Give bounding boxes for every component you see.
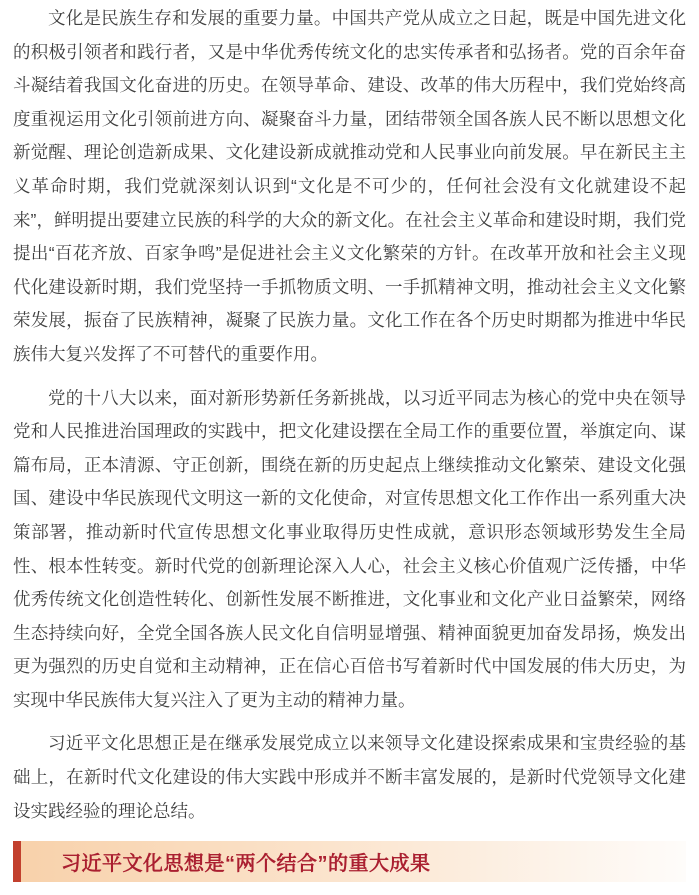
heading-accent-bar — [13, 841, 21, 882]
section-heading-title: 习近平文化思想是“两个结合”的重大成果 — [61, 853, 431, 876]
section-heading-banner — [13, 841, 686, 882]
article-paragraph: 习近平文化思想正是在继承发展党成立以来领导文化建设探索成果和宝贵经验的基础上，在新时代文化建设的伟大实践中形成并不断丰富发展的，是新时代党领导文化建设实践经验的理论总结。 — [13, 733, 686, 821]
article-paragraph: 党的十八大以来，面对新形势新任务新挑战，以习近平同志为核心的党中央在领导党和人民推进治国理政的实践中，把文化建设摆在全局工作的重要位置，举旗定向、谋篇布局，正本清源、守正创新，围绕在新的历史起点上继续推动文化繁荣、建设文化强国、建设中华民族现代文明这一新的文化使命，对宣传思想文化工作作出一系列重大决策部署，推动新时代宣传思想文化事业取得历史性成就，意识形态领域形势发生全局性、根本性转变。新时代党的创新理论深入人心，社会主义核心价值观广泛传播，中华优秀传统文化创造性转化、创新性发展不断推进，文化事业和文化产业日益繁荣，网络生态持续向好，全党全国各族人民文化自信明显增强、精神面貌更加奋发昂扬，焕发出更为强烈的历史自觉和主动精神，正在信心百倍书写着新时代中国发展的伟大历史，为实现中华民族伟大复兴注入了更为主动的精神力量。 — [13, 387, 686, 710]
article-paragraph: 文化是民族生存和发展的重要力量。中国共产党从成立之日起，既是中国先进文化的积极引领者和践行者，又是中华优秀传统文化的忠实传承者和弘扬者。党的百余年奋斗凝结着我国文化奋进的历史。在领导革命、建设、改革的伟大历程中，我们党始终高度重视运用文化引领前进方向、凝聚奋斗力量，团结带领全国各族人民不断以思想文化新觉醒、理论创造新成果、文化建设新成就推动党和人民事业向前发展。早在新民主主义革命时期，我们党就深刻认识到“文化是不可少的，任何社会没有文化就建设不起来”，鲜明提出要建立民族的科学的大众的新文化。在社会主义革命和建设时期，我们党提出“百花齐放、百家争鸣”是促进社会主义文化繁荣的方针。在改革开放和社会主义现代化建设新时期，我们党坚持一手抓物质文明、一手抓精神文明，推动社会主义文化繁荣发展，振奋了民族精神，凝聚了民族力量。文化工作在各个历史时期都为推进中华民族伟大复兴发挥了不可替代的重要作用。 — [13, 8, 686, 364]
